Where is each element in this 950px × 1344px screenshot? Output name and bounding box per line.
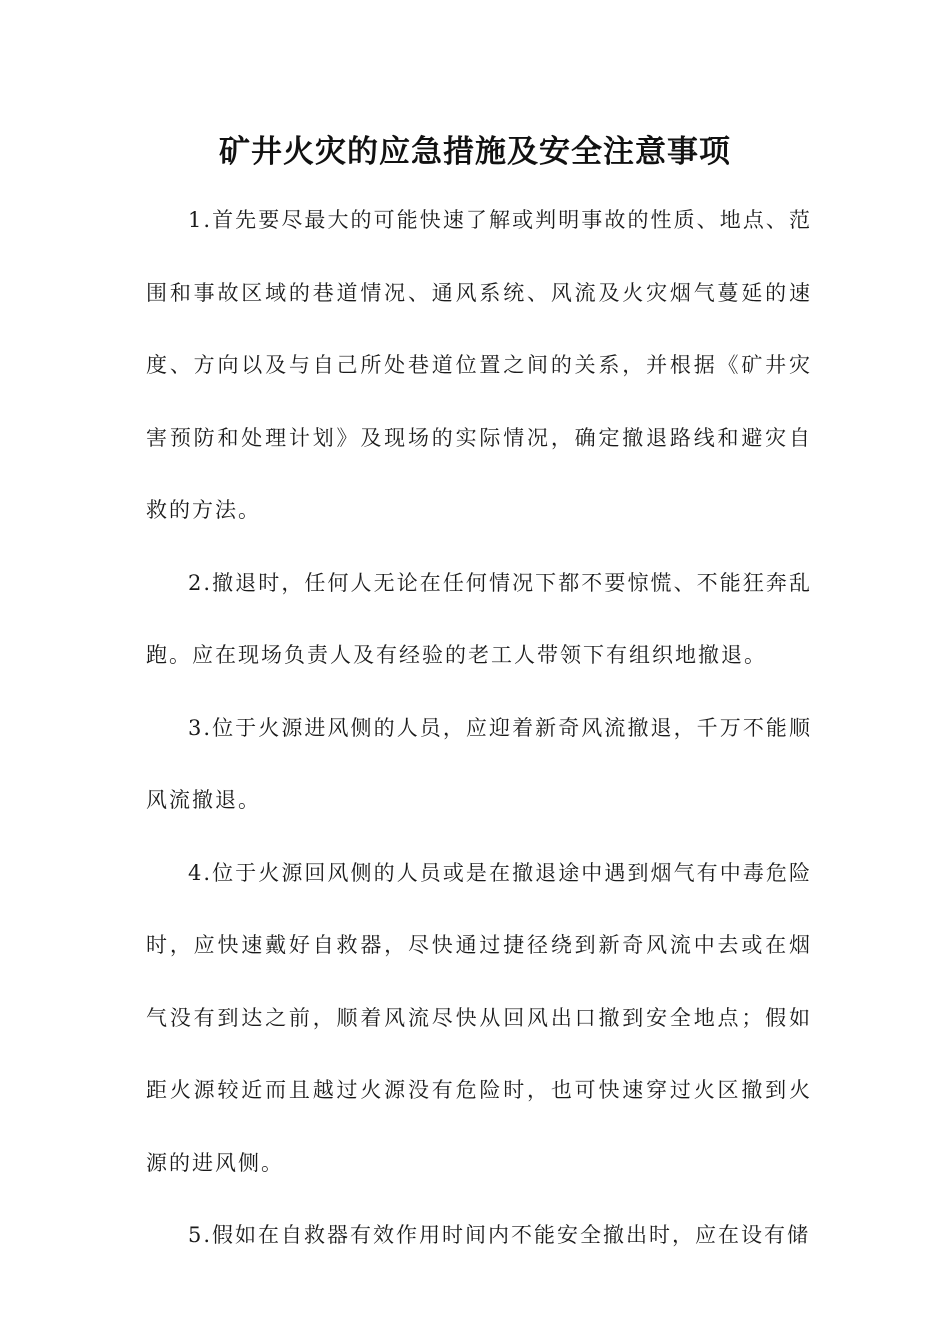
paragraph-1: 1.首先要尽最大的可能快速了解或判明事故的性质、地点、范围和事故区域的巷道情况、通风系统、风流及火灾烟气蔓延的速度、方向以及与自己所处巷道位置之间的关系，并根据《矿井灾害预防和处理计划》及现场的实际情况，确定撤退路线和避灾自救的方法。	[146, 208, 812, 522]
paragraph-2: 2.撤退时，任何人无论在任何情况下都不要惊慌、不能狂奔乱跑。应在现场负责人及有经验的老工人带领下有组织地撤退。	[146, 570, 812, 667]
paragraph-5: 5.假如在自救器有效作用时间内不能安全撤出时，应在设有储	[188, 1223, 811, 1247]
paragraph-3: 3.位于火源进风侧的人员，应迎着新奇风流撤退，千万不能顺风流撤退。	[146, 715, 812, 812]
document-body	[146, 184, 812, 1272]
page-title: 矿井火灾的应急措施及安全注意事项	[219, 134, 731, 170]
paragraph-4: 4.位于火源回风侧的人员或是在撤退途中遇到烟气有中毒危险时，应快速戴好自救器，尽快通过捷径绕到新奇风流中去或在烟气没有到达之前，顺着风流尽快从回风出口撤到安全地点；假如距火源较近而且越过火源没有危险时，也可快速穿过火区撤到火源的进风侧。	[146, 860, 812, 1175]
